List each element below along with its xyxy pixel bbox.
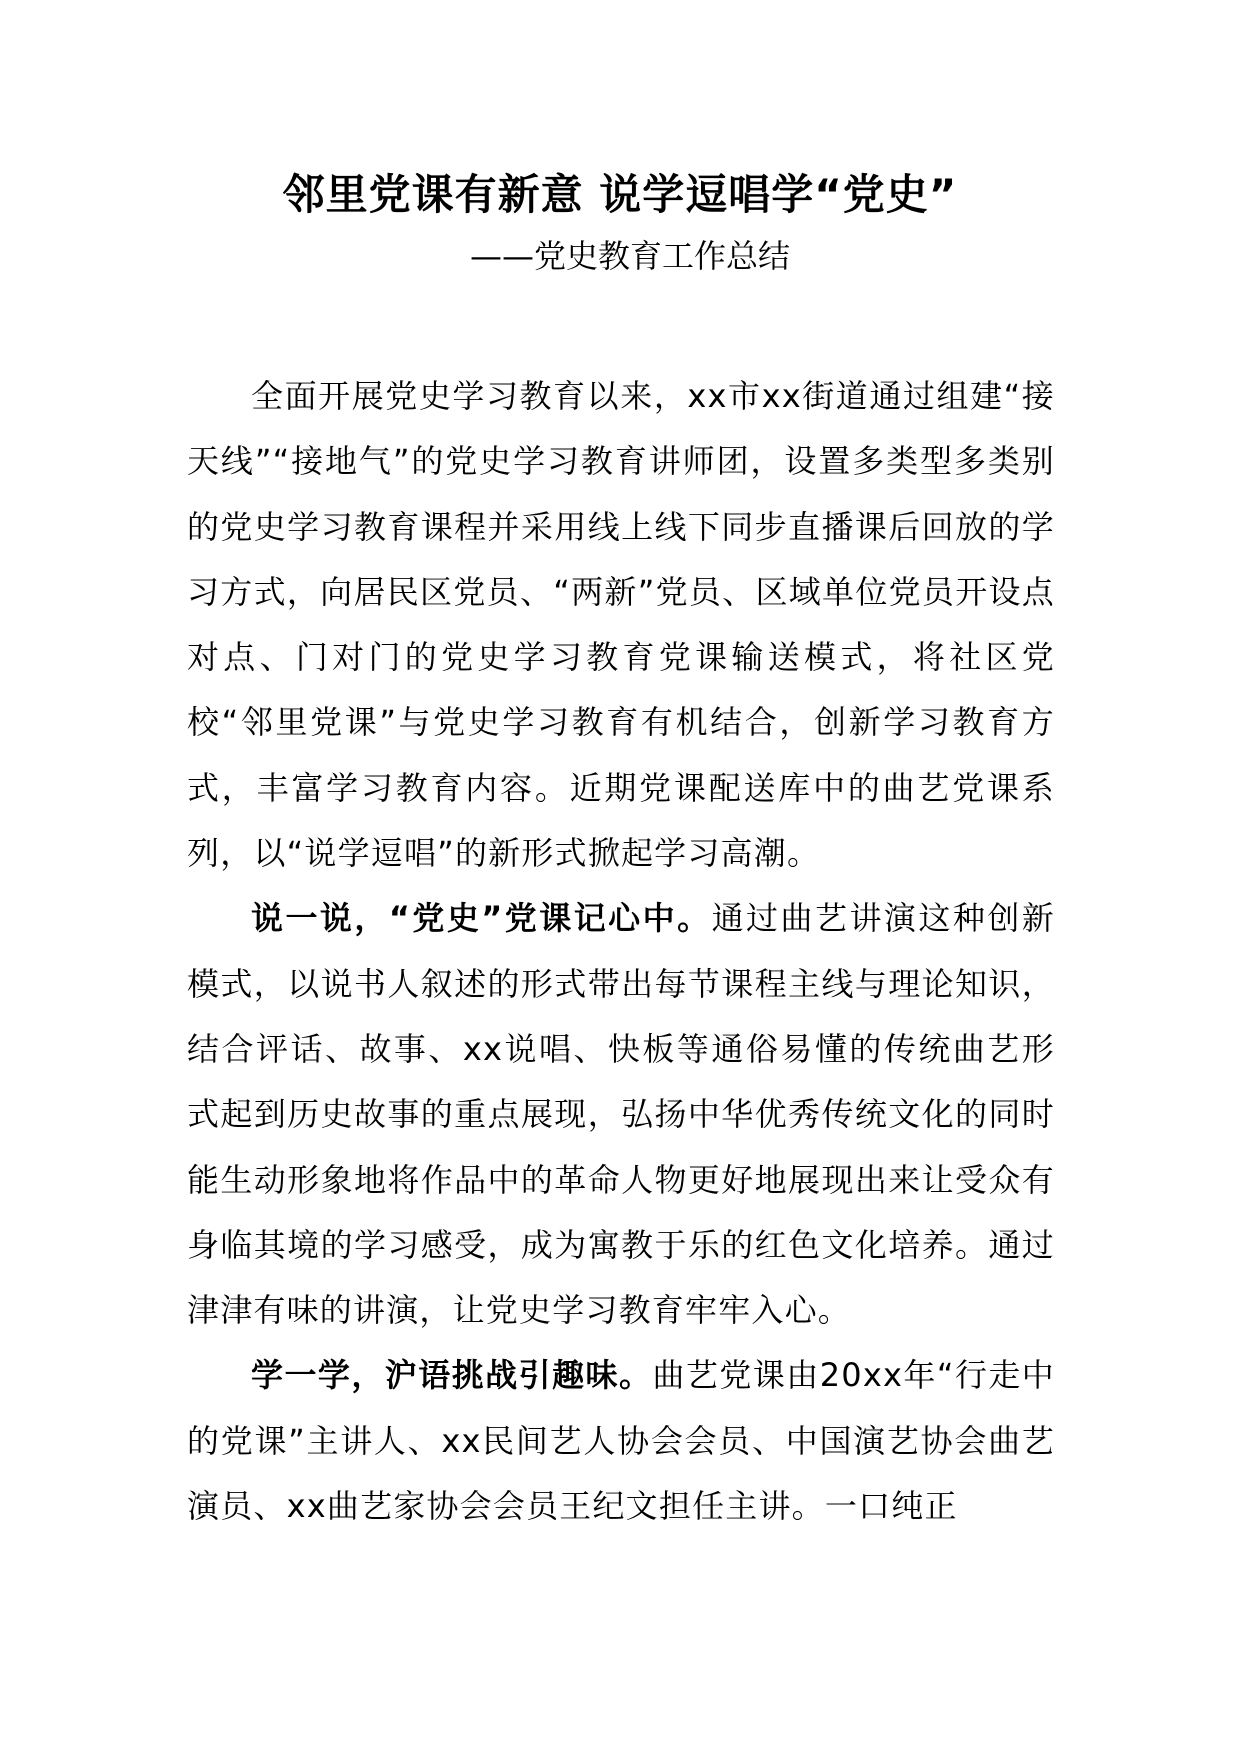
paragraph-text: 通过曲艺讲演这种创新模式，以说书人叙述的形式带出每节课程主线与理论知识，结合评话、故事、xx说唱、快板等通俗易懂的传统曲艺形式起到历史故事的重点展现，弘扬中华优秀传统文化的同时能生动形象地将作品中的革命人物更好地展现出来让受众有身临其境的学习感受，成为寓教于乐的红色文化培养。通过津津有味的讲演，让党史学习教育牢牢入心。 xyxy=(187,899,1055,1330)
paragraph-xue xyxy=(187,1343,1055,1539)
paragraph-lead: 说一说，“党史”党课记心中。 xyxy=(251,899,712,938)
paragraph-text: 全面开展党史学习教育以来，xx市xx街道通过组建“接天线”“接地气”的党史学习教育讲师团，设置多类型多类别的党史学习教育课程并采用线上线下同步直播课后回放的学习方式，向居民区党员、“两新”党员、区域单位党员开设点对点、门对门的党史学习教育党课输送模式，将社区党校“邻里党课”与党史学习教育有机结合，创新学习教育方式，丰富学习教育内容。近期党课配送库中的曲艺党课系列，以“说学逗唱”的新形式掀起学习高潮。 xyxy=(187,377,1055,873)
paragraph-text: 曲艺党课由20xx年“行走中的党课”主讲人、xx民间艺人协会会员、中国演艺协会曲艺演员、xx曲艺家协会会员王纪文担任主讲。一口纯正 xyxy=(187,1356,1055,1526)
paragraph-shuo xyxy=(187,886,1055,1343)
document-subtitle: ——党史教育工作总结 xyxy=(469,237,790,275)
paragraph-lead: 学一学，沪语挑战引趣味。 xyxy=(251,1356,653,1395)
paragraph-intro xyxy=(187,364,1055,886)
document-title: 邻里党课有新意 说学逗唱学“党史” xyxy=(282,170,958,219)
document-body xyxy=(187,364,1055,1539)
